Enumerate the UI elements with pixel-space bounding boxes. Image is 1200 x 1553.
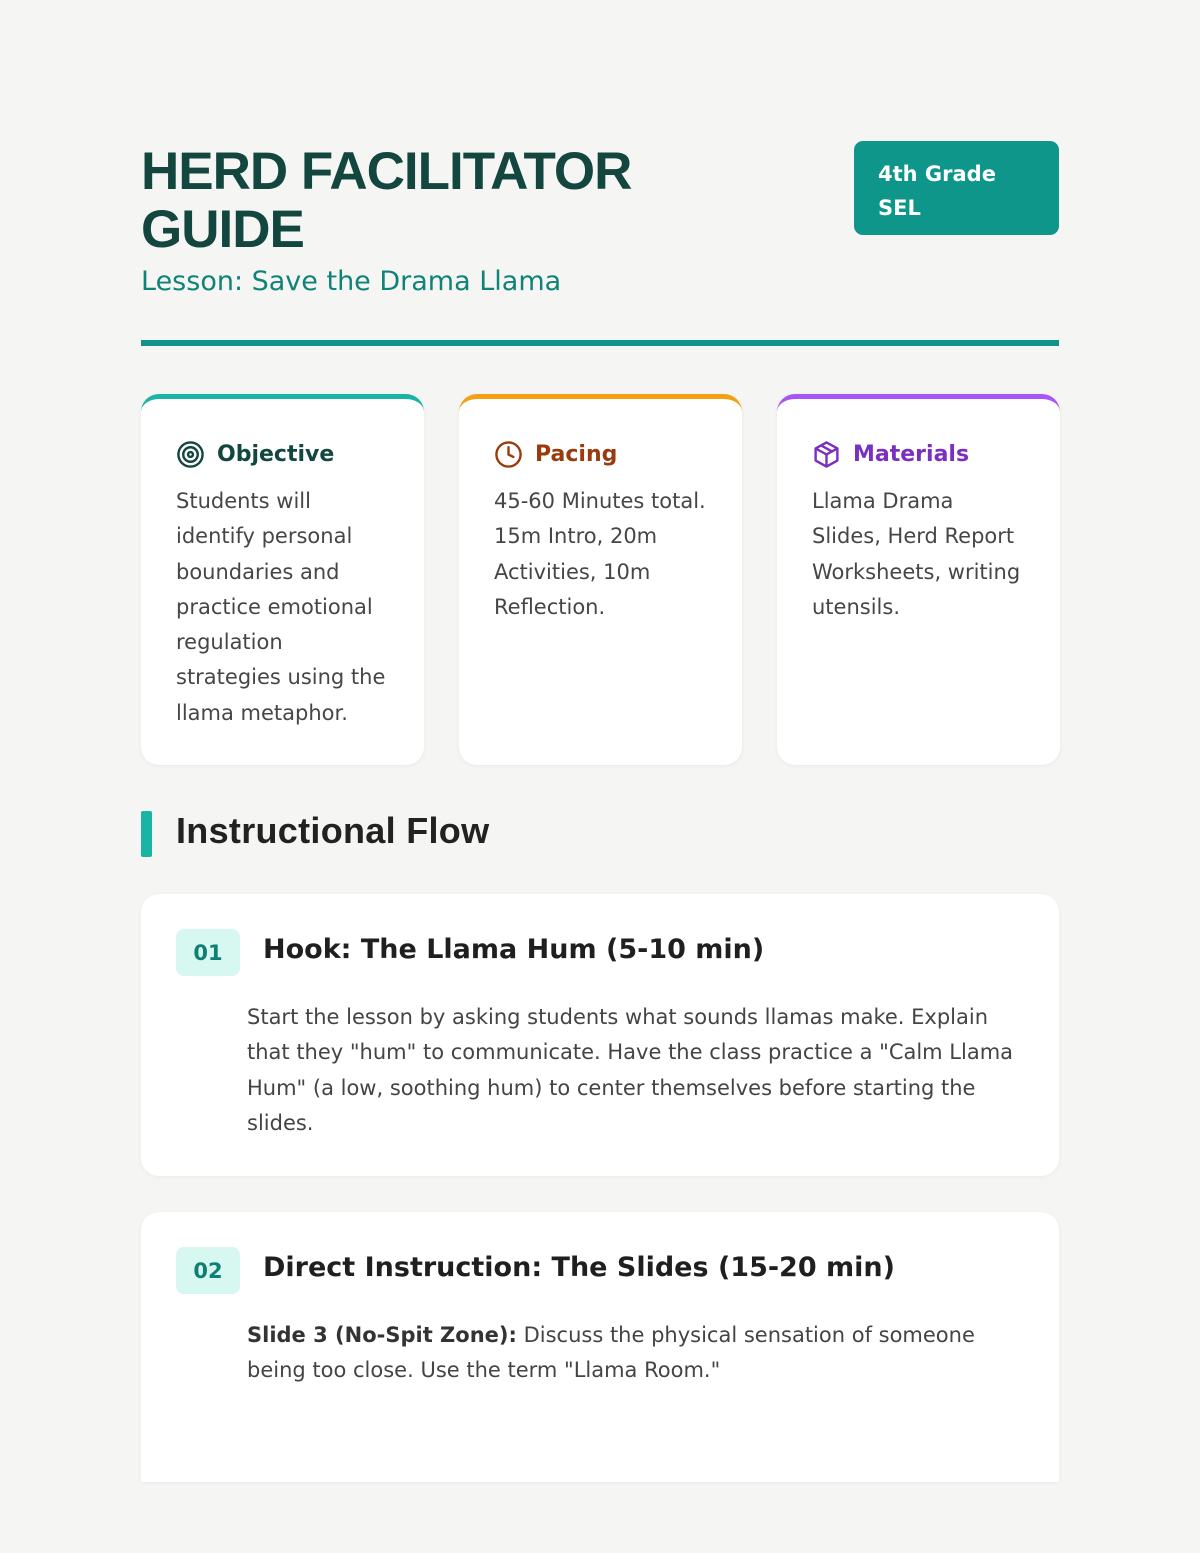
step-body-text: Discuss the physical sensation of someone being too close. Use the term "Llama Room." xyxy=(247,1323,975,1383)
card-title-objective: Objective xyxy=(217,441,335,467)
step-title: Hook: The Llama Hum (5-10 min) xyxy=(263,934,765,965)
badge-grade: 4th Grade xyxy=(878,162,996,186)
step-body-bold-label: Slide 3 (No-Spit Zone): xyxy=(247,1323,517,1347)
lesson-subtitle: Lesson: Save the Drama Llama xyxy=(141,266,562,297)
badge-subject: SEL xyxy=(878,196,921,220)
card-title-materials: Materials xyxy=(853,441,970,467)
card-title-pacing: Pacing xyxy=(535,441,618,467)
card-body-materials: Llama Drama Slides, Herd Report Worksheets, writing utensils. xyxy=(812,489,1021,619)
step-card-02 xyxy=(141,1212,1059,1482)
step-number: 01 xyxy=(176,929,240,976)
target-icon xyxy=(176,440,205,469)
page-title: HERD FACILITATOR GUIDE xyxy=(141,142,632,259)
section-accent-bar xyxy=(141,811,152,857)
section-title: Instructional Flow xyxy=(176,810,490,851)
pacing-card xyxy=(459,394,742,765)
step-body xyxy=(247,1318,1027,1389)
objective-card xyxy=(141,394,424,765)
card-body-objective: Students will identify personal boundaries and practice emotional regulation strategies using the llama metaphor. xyxy=(176,489,386,725)
grade-badge xyxy=(854,141,1059,235)
clock-icon xyxy=(494,440,523,469)
card-body-pacing: 45-60 Minutes total. 15m Intro, 20m Activities, 10m Reflection. xyxy=(494,489,706,619)
step-title: Direct Instruction: The Slides (15-20 min) xyxy=(263,1252,895,1283)
header-divider xyxy=(141,340,1059,346)
box-icon xyxy=(812,440,841,469)
step-card-01 xyxy=(141,894,1059,1176)
materials-card xyxy=(777,394,1060,765)
step-body: Start the lesson by asking students what sounds llamas make. Explain that they "hum" to communicate. Have the class practice a "Calm Llama Hum" (a low, soothing hum) to center themselves before starting the slides. xyxy=(247,1005,1014,1135)
step-number: 02 xyxy=(176,1247,240,1294)
